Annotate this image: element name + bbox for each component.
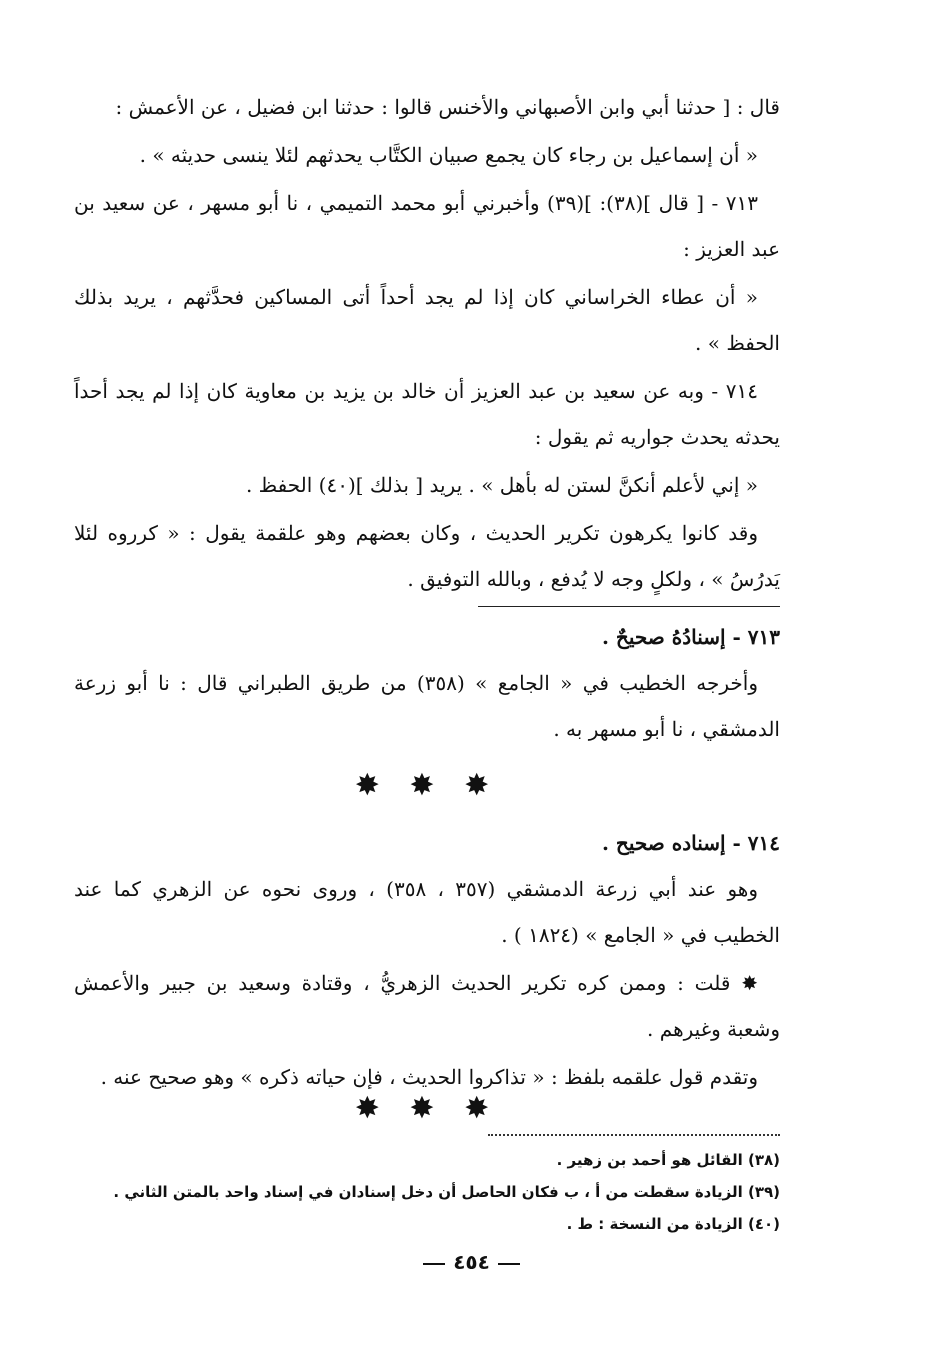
commentary-paragraph: وتقدم قول علقمه بلفظ : « تذاكروا الحديث ، فإن حياته ذكره » وهو صحيح عنه .	[100, 1065, 758, 1089]
dash-left	[498, 1263, 520, 1265]
page-body	[74, 84, 780, 1240]
commentary-paragraph: ✸ قلت : وممن كره تكرير الحديث الزهريُّ ، وقتادة وسعيد بن جبير والأعمش وشعبة وغيرهم .	[74, 971, 780, 1041]
commentary-heading-714: ٧١٤ - إسناده صحيح .	[601, 831, 780, 855]
text-paragraph: « أن عطاء الخراساني كان إذا لم يجد أحداً أتى المساكين فحدَّثهم ، يريد بذلك الحفظ » .	[74, 285, 780, 355]
commentary-divider	[74, 602, 780, 614]
commentary-paragraph: وأخرجه الخطيب في « الجامع » (٣٥٨) من طريق الطبراني قال : نا أبو زرعة الدمشقي ، نا أبو مسهر به .	[74, 671, 780, 741]
hadith-713: ٧١٣ - [ قال ](٣٨): ](٣٩) وأخبرني أبو محمد التميمي ، نا أبو مسهر ، عن سعيد بن عبد العزيز :	[74, 191, 780, 261]
star-separator: ✸ ✸ ✸	[354, 768, 500, 803]
page-number	[0, 1250, 943, 1274]
star-separator: ✸ ✸ ✸	[354, 1091, 500, 1126]
text-paragraph: قال : [ حدثنا أبي وابن الأصبهاني والأخنس قالوا : حدثنا ابن فضيل ، عن الأعمش :	[115, 95, 780, 119]
footnote-divider	[74, 1128, 780, 1144]
commentary-heading-713: ٧١٣ - إسنادُهُ صحيحٌ .	[601, 625, 780, 649]
hadith-714: ٧١٤ - وبه عن سعيد بن عبد العزيز أن خالد بن يزيد بن معاوية كان إذا لم يجد أحداً يحدثه يحدث جواريه ثم يقول :	[74, 379, 780, 449]
footnote: (٣٨) القائل هو أحمد بن زهير .	[556, 1151, 780, 1169]
text-paragraph: « إني لأعلم أنكنَّ لستن له بأهل » . يريد [ بذلك ](٤٠) الحفظ .	[245, 473, 758, 497]
text-paragraph: « أن إسماعيل بن رجاء كان يجمع صبيان الكتَّاب يحدثهم لئلا ينسى حديثه » .	[139, 143, 758, 167]
commentary-paragraph: وهو عند أبي زرعة الدمشقي (٣٥٧ ، ٣٥٨) ، وروى نحوه عن الزهري كما عند الخطيب في « الجامع » (١٨٢٤ ) .	[74, 877, 780, 947]
text-paragraph: وقد كانوا يكرهون تكرير الحديث ، وكان بعضهم وهو علقمة يقول : « كرروه لئلا يَدرُسُ » ، ولكلٍ وجه لا يُدفع ، وبالله التوفيق .	[74, 521, 780, 591]
footnote: (٤٠) الزيادة من النسخة : ط .	[566, 1215, 780, 1233]
footnote: (٣٩) الزيادة سقطت من أ ، ب فكان الحاصل أن دخل إسنادان في إسناد واحد بالمتن الثاني .	[113, 1183, 780, 1201]
dash-right	[423, 1263, 445, 1265]
page-number-text: ٤٥٤	[453, 1250, 490, 1274]
